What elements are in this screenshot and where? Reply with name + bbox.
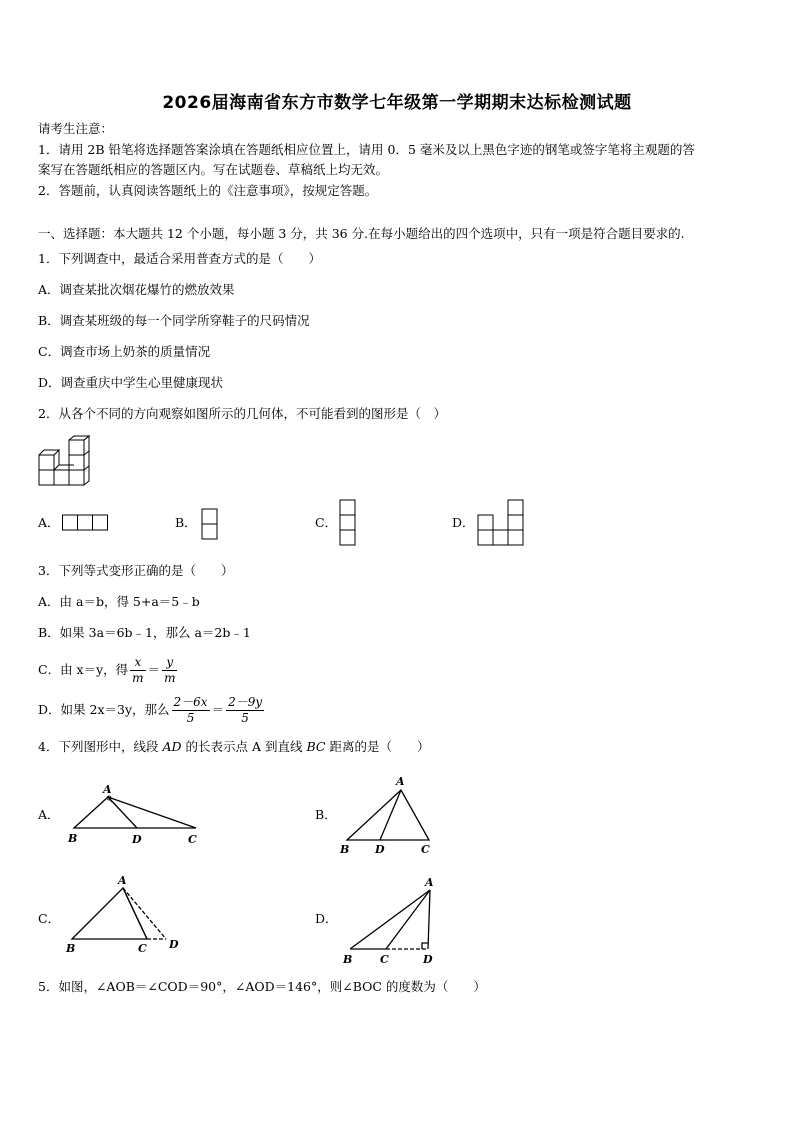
label-b: B: [343, 953, 353, 966]
fraction-2-9y-over-5: [226, 695, 264, 726]
question-1-stem: 1．下列调查中，最适合采用普查方式的是（ ）: [38, 251, 321, 266]
question-3-option-c: [38, 652, 179, 688]
question-1-option-c: C．调查市场上奶茶的质量情况: [38, 344, 211, 359]
question-2-option-c: C．: [315, 515, 338, 530]
notice-item-2: 2．答题前，认真阅读答题纸上的《注意事项》，按规定答题。: [38, 183, 378, 198]
numerator: 2－9y: [228, 694, 263, 709]
question-5-stem: 5．如图，∠AOB＝∠COD＝90°，∠AOD＝146°，则∠BOC 的度数为（ ）: [38, 979, 486, 994]
question-1-option-b: B．调查某班级的每一个同学所穿鞋子的尺码情况: [38, 313, 310, 328]
label-b: B: [340, 843, 350, 856]
stem-text: 4．下列图形中，线段: [38, 739, 159, 754]
question-2-option-d: D．: [452, 515, 475, 530]
label-c: C: [138, 942, 147, 955]
numerator: x: [130, 655, 145, 671]
question-4-option-d: D．: [315, 911, 338, 926]
label-d: D: [423, 953, 433, 966]
label-b: B: [66, 942, 76, 955]
segment-ad: AD: [162, 739, 182, 754]
denominator: m: [164, 670, 176, 685]
equals-sign: ＝: [147, 662, 161, 677]
question-2-option-a: A．: [38, 515, 60, 530]
section-heading: 一、选择题：本大题共 12 个小题，每小题 3 分，共 36 分.在每小题给出的四个选项中，只有一项是符合题目要求的.: [38, 226, 685, 241]
denominator: 5: [186, 710, 195, 725]
figure-b-triangle: [335, 770, 445, 860]
numerator: y: [162, 655, 177, 671]
equals-sign: ＝: [211, 702, 225, 717]
label-a: A: [118, 874, 127, 887]
option-d-prefix: D．如果 2x＝3y，那么: [38, 702, 170, 717]
question-4-stem: [38, 738, 429, 756]
fraction-y-over-m: [162, 655, 177, 686]
label-c: C: [421, 843, 430, 856]
line-bc: BC: [306, 739, 326, 754]
label-a: A: [103, 783, 112, 796]
denominator: m: [132, 670, 144, 685]
label-c: C: [188, 833, 197, 846]
option-a-figure: [62, 514, 112, 532]
question-3-option-b: B．如果 3a＝6b﹣1，那么 a＝2b﹣1: [38, 625, 251, 640]
question-4-option-b: B．: [315, 807, 337, 822]
notice-item-1-line-2: 案写在答题纸相应的答题区内。写在试题卷、草稿纸上均无效。: [38, 162, 389, 177]
option-b-figure: [201, 508, 219, 540]
question-1-option-a: A．调查某批次烟花爆竹的燃放效果: [38, 282, 235, 297]
question-3-stem: 3．下列等式变形正确的是（ ）: [38, 563, 234, 578]
fraction-x-over-m: [130, 655, 145, 686]
figure-d-triangle: [340, 872, 450, 968]
label-c: C: [380, 953, 389, 966]
question-4-option-a: A．: [38, 807, 60, 822]
label-b: B: [68, 832, 78, 845]
label-d: D: [169, 938, 179, 951]
question-4-option-c: C．: [38, 911, 61, 926]
stem-text: 的长表示点 A 到直线: [185, 739, 303, 754]
notice-item-1-line-1: 1．请用 2B 铅笔将选择题答案涂填在答题纸相应位置上，请用 0．5 毫米及以上黑色字迹的钢笔或签字笔将主观题的答: [38, 142, 695, 157]
option-c-figure: [339, 499, 357, 547]
stem-text: 距离的是（ ）: [329, 739, 430, 754]
question-2-stem: 2．从各个不同的方向观察如图所示的几何体，不可能看到的图形是（ ）: [38, 406, 446, 421]
label-d: D: [375, 843, 385, 856]
option-d-figure: [477, 499, 527, 547]
option-c-prefix: C．由 x＝y，得: [38, 662, 129, 677]
question-3-option-d: [38, 692, 266, 728]
label-a: A: [396, 775, 405, 788]
label-d: D: [132, 833, 142, 846]
denominator: 5: [241, 710, 249, 725]
label-a: A: [425, 876, 434, 889]
solid-figure: [38, 436, 94, 488]
question-3-option-a: A．由 a＝b，得 5+a＝5﹣b: [38, 594, 200, 609]
figure-a-triangle: [60, 782, 210, 850]
page-title: 2026届海南省东方市数学七年级第一学期期末达标检测试题: [162, 93, 632, 113]
figure-c-triangle: [62, 872, 192, 956]
notice-heading: 请考生注意：: [38, 121, 114, 136]
numerator: 2－6x: [173, 694, 208, 709]
question-2-option-b: B．: [175, 515, 197, 530]
question-1-option-d: D．调查重庆中学生心里健康现状: [38, 375, 224, 390]
fraction-2-6x-over-5: [172, 695, 210, 726]
